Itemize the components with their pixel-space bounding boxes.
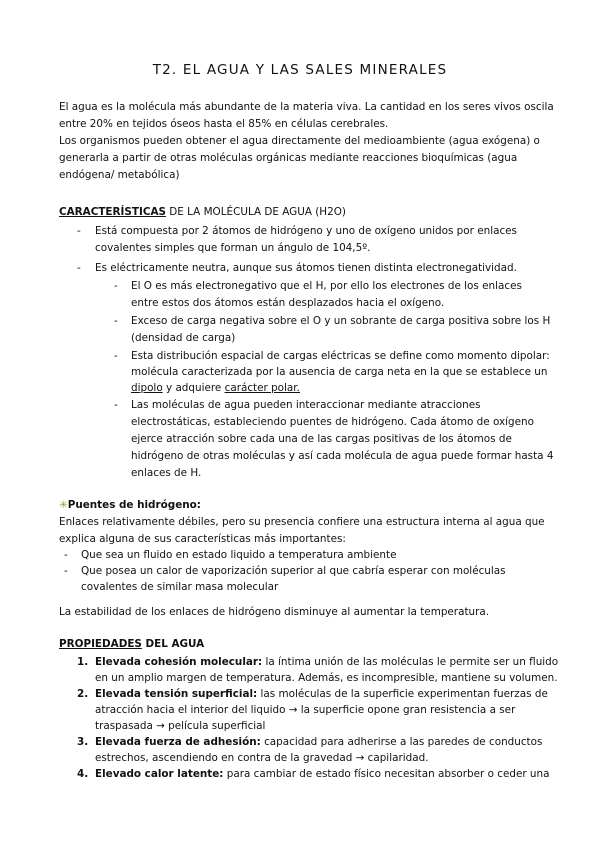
caracteristicas-heading bbox=[59, 206, 346, 219]
dash-marker: - bbox=[64, 565, 68, 577]
propiedad-3-line-1 bbox=[95, 736, 542, 749]
dash-marker: - bbox=[77, 262, 81, 274]
sub2-line-1: Exceso de carga negativa sobre el O y un sobrante de carga positiva sobre los H bbox=[131, 315, 551, 327]
sub3-mid: y adquiere bbox=[162, 382, 225, 394]
propiedad-3-bold: Elevada fuerza de adhesión: bbox=[95, 736, 261, 748]
propiedad-1-line-1 bbox=[95, 656, 558, 669]
caracteristicas-heading-bold: CARACTERÍSTICAS bbox=[59, 206, 166, 218]
sub1-line-2: entre estos dos átomos están desplazados hacia el oxígeno. bbox=[131, 297, 445, 309]
propiedad-2-line-2: atracción hacia el interior del liquido → la superficie opone gran resistencia a ser bbox=[95, 704, 516, 716]
item-number: 3. bbox=[77, 736, 89, 748]
propiedades-heading-rest: DEL AGUA bbox=[141, 638, 205, 650]
puentes-item2-line-1: Que posea un calor de vaporización superior al que cabría esperar con moléculas bbox=[81, 565, 506, 577]
sub1-line-1: El O es más electronegativo que el H, por ello los electrones de los enlaces bbox=[131, 280, 522, 292]
sub4-line-2: electrostáticas, estableciendo puentes de hidrógeno. Cada átomo de oxígeno bbox=[131, 416, 534, 428]
propiedad-2-line-3: traspasada → película superficial bbox=[95, 720, 266, 732]
propiedad-1-bold: Elevada cohesión molecular: bbox=[95, 656, 263, 668]
dash-marker: - bbox=[77, 225, 81, 237]
item-number: 4. bbox=[77, 768, 89, 780]
puentes-item1: Que sea un fluido en estado liquido a temperatura ambiente bbox=[81, 549, 397, 561]
dash-marker: - bbox=[114, 280, 118, 292]
caracter-polar-term: carácter polar. bbox=[224, 382, 300, 394]
puentes-item2-line-2: covalentes de similar masa molecular bbox=[81, 581, 279, 593]
bullet2-line: Es eléctricamente neutra, aunque sus átomos tienen distinta electronegatividad. bbox=[95, 262, 517, 274]
sub3-line-3 bbox=[131, 382, 300, 395]
propiedad-4-line-1 bbox=[95, 768, 549, 781]
puentes-heading-text: Puentes de hidrógeno: bbox=[67, 499, 201, 511]
propiedad-2-bold: Elevada tensión superficial: bbox=[95, 688, 258, 700]
propiedad-3-line-2: estrechos, ascendiendo en contra de la gravedad → capilaridad. bbox=[95, 752, 429, 764]
sub4-line-3: ejerce atracción sobre cada una de las cargas positivas de los átomos de bbox=[131, 433, 512, 445]
puentes-line-1: Enlaces relativamente débiles, pero su presencia confiere una estructura interna al agua que bbox=[59, 516, 545, 528]
item-number: 1. bbox=[77, 656, 89, 668]
propiedades-heading-bold: PROPIEDADES bbox=[59, 638, 142, 650]
propiedad-2-line-1 bbox=[95, 688, 548, 701]
sub4-line-4: hidrógeno de otras moléculas y así cada molécula de agua puede formar hasta 4 bbox=[131, 450, 554, 462]
sub3-line-2: molécula caracterizada por la ausencia de carga neta en la que se establece un bbox=[131, 366, 548, 378]
propiedad-4-bold: Elevado calor latente: bbox=[95, 768, 224, 780]
page-title: T2. EL AGUA Y LAS SALES MINERALES bbox=[152, 62, 448, 78]
propiedades-heading bbox=[59, 638, 204, 651]
dash-marker: - bbox=[114, 399, 118, 411]
intro-line-3: Los organismos pueden obtener el agua directamente del medioambiente (agua exógena) o bbox=[59, 135, 540, 147]
propiedad-4-text: para cambiar de estado físico necesitan absorber o ceder una bbox=[223, 768, 550, 780]
dash-marker: - bbox=[114, 315, 118, 327]
puentes-heading bbox=[59, 499, 201, 512]
sub4-line-5: enlaces de H. bbox=[131, 467, 202, 479]
bullet1-line-1: Está compuesta por 2 átomos de hidrógeno y uno de oxígeno unidos por enlaces bbox=[95, 225, 517, 237]
sub2-line-2: (densidad de carga) bbox=[131, 332, 236, 344]
propiedad-1-line-2: en un amplio margen de temperatura. Además, es incompresible, mantiene su volumen. bbox=[95, 672, 558, 684]
intro-line-1: El agua es la molécula más abundante de la materia viva. La cantidad en los seres vivos oscila bbox=[59, 101, 554, 113]
caracteristicas-heading-rest: DE LA MOLÉCULA DE AGUA (H2O) bbox=[165, 206, 346, 218]
item-number: 2. bbox=[77, 688, 89, 700]
propiedad-3-text: capacidad para adherirse a las paredes de conductos bbox=[260, 736, 543, 748]
intro-line-2: entre 20% en tejidos óseos hasta el 85% en células cerebrales. bbox=[59, 118, 389, 130]
dash-marker: - bbox=[114, 350, 118, 362]
dipolo-term: dipolo bbox=[131, 382, 163, 394]
bullet1-line-2: covalentes simples que forman un ángulo de 104,5º. bbox=[95, 242, 371, 254]
sub3-line-1: Esta distribución espacial de cargas eléctricas se define como momento dipolar: bbox=[131, 350, 550, 362]
sparkle-icon: ✳ bbox=[59, 499, 68, 511]
intro-line-5: endógena/ metabólica) bbox=[59, 169, 180, 181]
dash-marker: - bbox=[64, 549, 68, 561]
propiedad-2-text: las moléculas de la superficie experimentan fuerzas de bbox=[257, 688, 548, 700]
puentes-line-2: explica alguna de sus características más importantes: bbox=[59, 533, 346, 545]
intro-line-4: generarla a partir de otras moléculas orgánicas mediante reacciones bioquímicas (agua bbox=[59, 152, 518, 164]
propiedad-1-text: la íntima unión de las moléculas le permite ser un fluido bbox=[262, 656, 559, 668]
estabilidad-line: La estabilidad de los enlaces de hidrógeno disminuye al aumentar la temperatura. bbox=[59, 606, 490, 618]
sub4-line-1: Las moléculas de agua pueden interaccionar mediante atracciones bbox=[131, 399, 481, 411]
